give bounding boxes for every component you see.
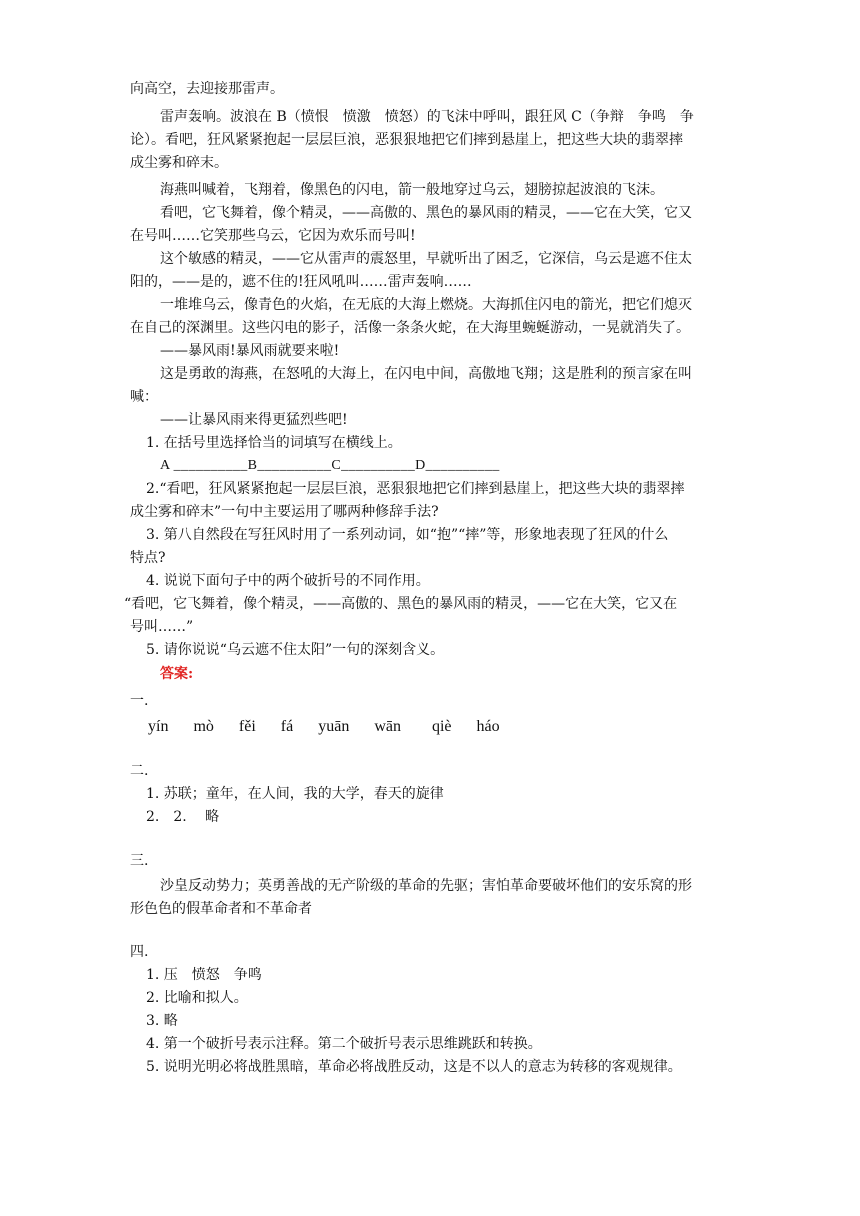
text-line: 在自己的深渊里。这些闪电的影子，活像一条条火蛇，在大海里蜿蜒游动，一晃就消失了。	[130, 320, 690, 336]
pinyin-item: mò	[193, 718, 214, 735]
pinyin-row	[148, 716, 748, 738]
answer-item: 5. 说明光明必将战胜黑暗，革命必将战胜反动，这是不以人的意志为转移的客观规律。	[146, 1059, 682, 1075]
question-3: 3. 第八自然段在写狂风时用了一系列动词，如“抱”“摔”等，形象地表现了狂风的什么	[146, 527, 669, 543]
answer-line: 形色色的假革命者和不革命者	[130, 901, 312, 917]
text-line: 阳的，——是的，遮不住的!狂风吼叫……雷声轰响……	[130, 274, 472, 290]
text-line: ——让暴风雨来得更猛烈些吧!	[160, 412, 348, 428]
text-line: 向高空，去迎接那雷声。	[130, 81, 284, 97]
text-line: 看吧，它飞舞着，像个精灵，——高傲的、黑色的暴风雨的精灵，——它在大笑，它又	[160, 205, 692, 221]
answer-line: 沙皇反动势力；英勇善战的无产阶级的革命的先驱；害怕革命要破坏他们的安乐窝的形	[160, 878, 692, 894]
answer-item: 2. 比喻和拟人。	[146, 990, 248, 1006]
question-5: 5. 请你说说“乌云遮不住太阳”一句的深刻含义。	[146, 642, 445, 658]
text-line: 一堆堆乌云，像青色的火焰，在无底的大海上燃烧。大海抓住闪电的箭光，把它们熄灭	[160, 297, 692, 313]
question-4: 4. 说说下面句子中的两个破折号的不同作用。	[146, 573, 430, 589]
quoted-sentence: “看吧，它飞舞着，像个精灵，——高傲的、黑色的暴风雨的精灵，——它在大笑，它又在	[124, 596, 678, 612]
answer-item: 2. 2. 略	[146, 809, 220, 825]
text-line: 成尘雾和碎末”一句中主要运用了哪两种修辞手法?	[130, 504, 439, 520]
pinyin-item: yín	[148, 718, 169, 735]
text-line: 成尘雾和碎末。	[130, 155, 228, 171]
text-line: 号叫……”	[130, 619, 194, 635]
pinyin-item: háo	[476, 718, 500, 735]
pinyin-item: qiè	[431, 718, 452, 735]
text-line: 论）。看吧，狂风紧紧抱起一层层巨浪，恶狠狠地把它们摔到悬崖上，把这些大块的翡翠摔	[130, 132, 683, 148]
fill-blank-line: A __________B__________C__________D__________	[160, 458, 500, 473]
answer-item: 4. 第一个破折号表示注释。第二个破折号表示思维跳跃和转换。	[146, 1036, 542, 1052]
text-line: 在号叫……它笑那些乌云，它因为欢乐而号叫!	[130, 228, 416, 244]
pinyin-item: fěi	[238, 718, 256, 735]
answer-item: 1. 压 愤怒 争鸣	[146, 967, 262, 983]
answer-item: 3. 略	[146, 1013, 178, 1029]
section-label: 一.	[130, 693, 149, 709]
answer-item: 1. 苏联；童年，在人间，我的大学，春天的旋律	[146, 786, 444, 802]
pinyin-item: yuān	[318, 718, 350, 735]
answer-heading: 答案:	[160, 666, 194, 682]
section-label: 三.	[130, 853, 149, 869]
text-line: 特点?	[130, 550, 166, 566]
text-line: 海燕叫喊着，飞翔着，像黑色的闪电，箭一般地穿过乌云，翅膀掠起波浪的飞沫。	[160, 182, 664, 198]
text-line: 喊：	[130, 389, 158, 405]
text-line: 这个敏感的精灵，——它从雷声的震怒里，早就听出了困乏，它深信，乌云是遮不住太	[160, 251, 692, 267]
pinyin-item: fá	[280, 718, 294, 735]
pinyin-item: wān	[374, 718, 401, 735]
text-line: ——暴风雨!暴风雨就要来啦!	[160, 343, 340, 359]
section-label: 二.	[130, 763, 149, 779]
section-label: 四.	[130, 944, 149, 960]
question-1: 1. 在括号里选择恰当的词填写在横线上。	[146, 435, 402, 451]
text-line: 雷声轰响。波浪在 B（愤恨 愤激 愤怒）的飞沫中呼叫，跟狂风 C（争辩 争鸣 争	[160, 109, 694, 125]
text-line: 这是勇敢的海燕，在怒吼的大海上，在闪电中间，高傲地飞翔；这是胜利的预言家在叫	[160, 366, 692, 382]
question-2: 2.“看吧，狂风紧紧抱起一层层巨浪，恶狠狠地把它们摔到悬崖上，把这些大块的翡翠摔	[146, 481, 685, 497]
